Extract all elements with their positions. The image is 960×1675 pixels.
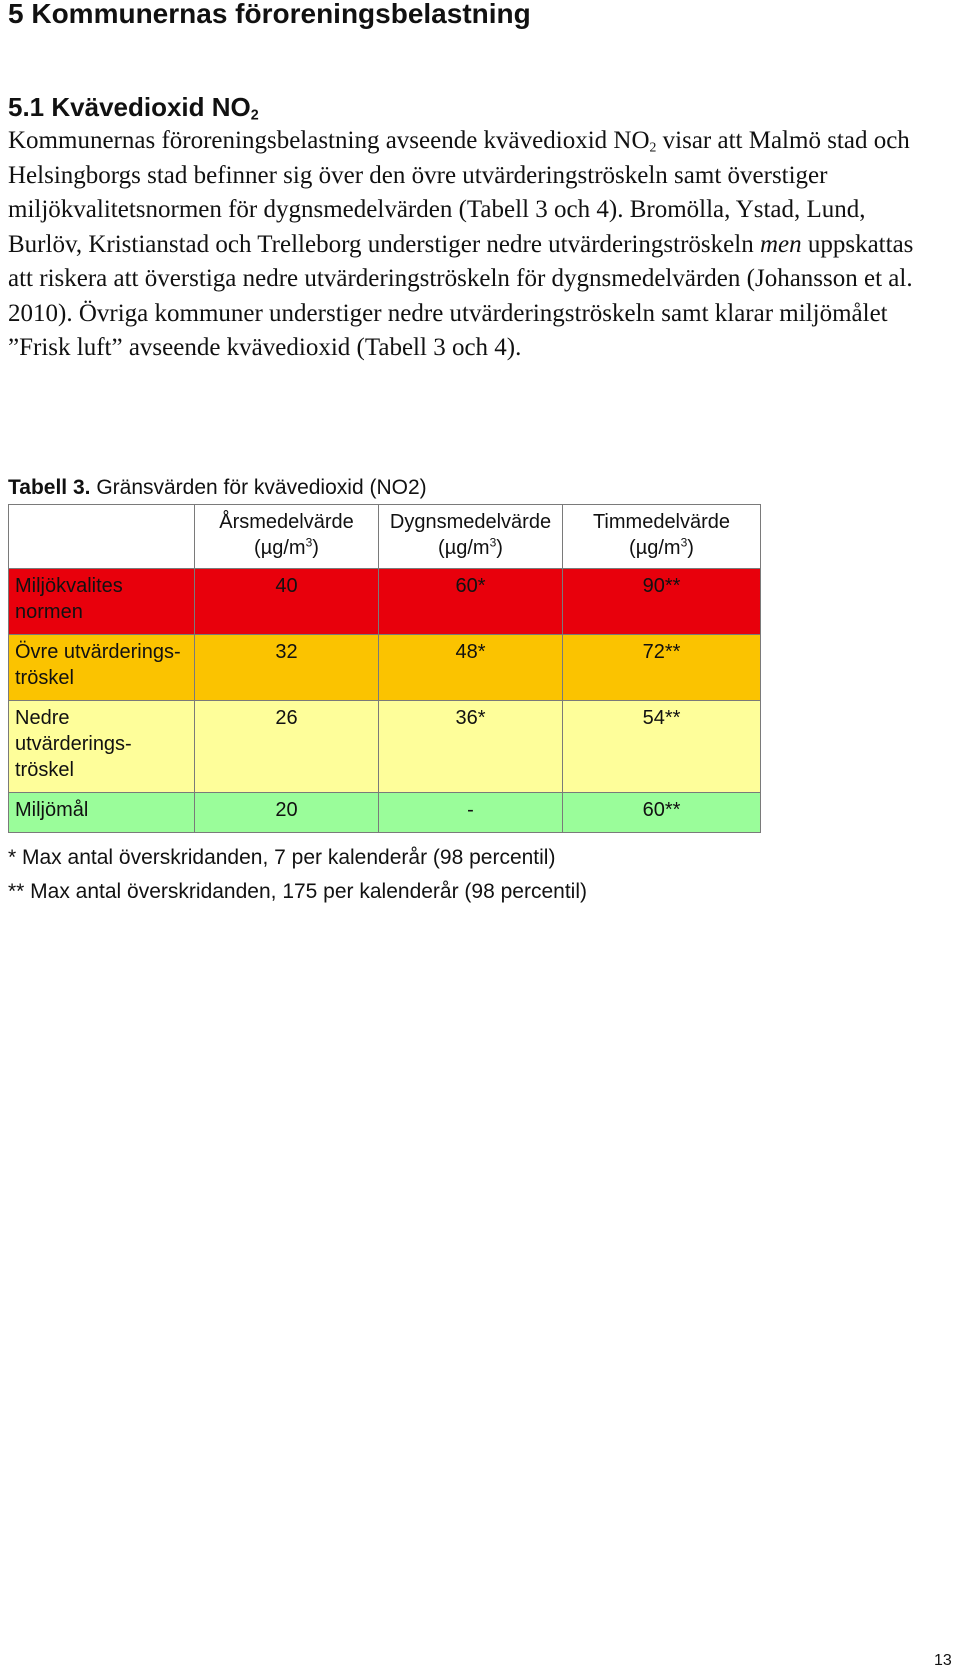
footnote-double-asterisk: ** Max antal överskridanden, 175 per kalenderår (98 percentil) xyxy=(8,880,587,903)
column-header-hourly xyxy=(563,505,761,569)
unit-label: $(\mu g/m^3)$ xyxy=(629,535,694,559)
body-paragraph xyxy=(8,124,938,366)
value-cell: 54** xyxy=(563,701,761,793)
paragraph-part-2: visar att Malmö stad och Helsingborgs stad befinner sig över den övre utvärderingströskeln samt överstiger miljökvalitetsnormen för dygnsmedelvärden (Tabell 3 och 4). Bromölla, Ystad, Lund, Burlöv, Kristianstad och Trelleborg understiger nedre utvärderingströskeln xyxy=(8,127,910,258)
value-cell: 60** xyxy=(563,793,761,833)
subsection-heading-subscript: 2 xyxy=(250,107,259,124)
unit-label: $(\mu g/m^3)$ xyxy=(438,535,503,559)
table-row-environmental-goal xyxy=(9,793,761,833)
value-cell: 90** xyxy=(563,569,761,635)
value-cell: 72** xyxy=(563,635,761,701)
value-cell: 60* xyxy=(379,569,563,635)
paragraph-subscript: 2 xyxy=(649,139,657,155)
value-cell: - xyxy=(379,793,563,833)
value-cell: 32 xyxy=(195,635,379,701)
section-heading: 5 Kommunernas föroreningsbelastning xyxy=(8,0,531,29)
value-cell: 40 xyxy=(195,569,379,635)
value-cell: 36* xyxy=(379,701,563,793)
value-cell: 20 xyxy=(195,793,379,833)
unit-label: $(\mu g/m^3)$ xyxy=(254,535,319,559)
table-caption-text: Gränsvärden för kvävedioxid (NO2) xyxy=(90,476,427,499)
footnote-single-asterisk: * Max antal överskridanden, 7 per kalenderår (98 percentil) xyxy=(8,846,556,869)
row-label: Övre utvärderings-tröskel xyxy=(9,635,195,701)
paragraph-emphasis: men xyxy=(759,230,802,258)
limit-values-table xyxy=(8,504,761,833)
subsection-heading xyxy=(8,92,259,123)
table-corner-cell xyxy=(9,505,195,569)
page-number: 13 xyxy=(934,1652,952,1669)
column-header-annual-label: Årsmedelvärde xyxy=(219,511,354,533)
subsection-heading-text: 5.1 Kvävedioxid NO xyxy=(8,92,251,122)
value-cell: 48* xyxy=(379,635,563,701)
table-header-row xyxy=(9,505,761,569)
row-label: Nedre utvärderings-tröskel xyxy=(9,701,195,793)
column-header-annual xyxy=(195,505,379,569)
table-row-upper-assessment-threshold xyxy=(9,635,761,701)
table-caption xyxy=(8,476,427,500)
paragraph-part-1: Kommunernas föroreningsbelastning avseende kvävedioxid NO xyxy=(8,127,650,154)
table-row-lower-assessment-threshold xyxy=(9,701,761,793)
column-header-daily-label: Dygnsmedelvärde xyxy=(389,511,552,533)
table-row-environmental-quality-standard xyxy=(9,569,761,635)
value-cell: 26 xyxy=(195,701,379,793)
row-label: Miljökvalites normen xyxy=(9,569,195,635)
column-header-hourly-label: Timmedelvärde xyxy=(592,511,731,533)
table-caption-label: Tabell 3. xyxy=(8,476,91,499)
row-label: Miljömål xyxy=(9,793,195,833)
paragraph-part-3: uppskattas att riskera att överstiga nedre utvärderingströskeln för dygnsmedelvärden (Johansson et al. 2010). Övriga kommuner understiger nedre utvärderingströskeln samt klarar miljömålet ”Frisk luft” avseende kvävedioxid (Tabell 3 och 4). xyxy=(8,230,914,361)
column-header-daily xyxy=(379,505,563,569)
